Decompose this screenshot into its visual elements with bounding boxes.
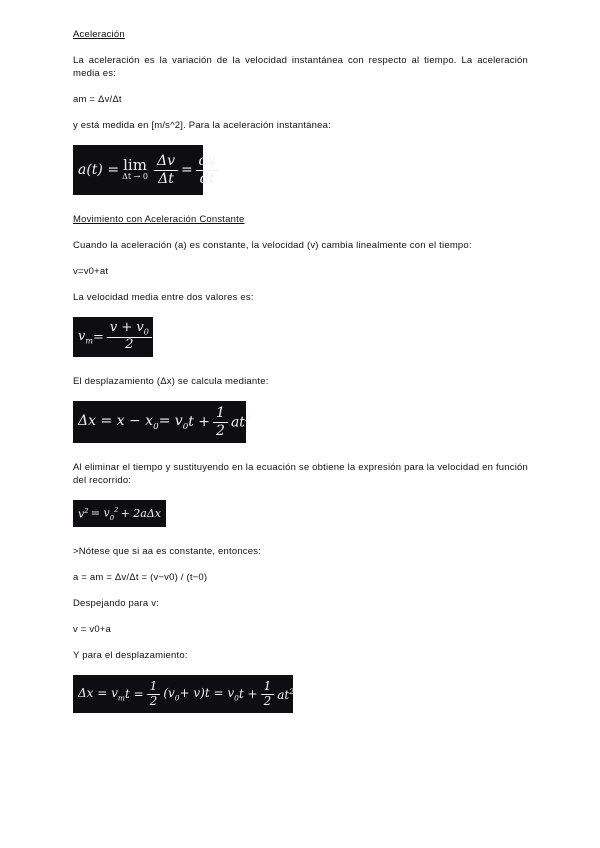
fraction-denominator: 2 [149,693,158,708]
fraction-numerator: 1 [213,405,228,422]
average-acceleration-formula-text: am = Δv/Δt [73,94,122,105]
one-half-fraction [147,680,161,709]
limit-subscript: Δt → 0 [122,172,148,182]
one-half-fraction [261,680,275,709]
velocity-squared-formula: $v^2$ = $v_0^2$ + 2aΔx [73,500,166,527]
mean-velocity-formula [73,317,153,357]
one-half-fraction [213,405,228,438]
equals-sign: = [93,329,104,345]
formula-lhs: a(t) = [78,162,120,178]
units-paragraph: y está medida en [m/s^2]. Para la aceleración instantánea: [73,120,331,131]
displacement-paragraph: El desplazamiento (Δx) se calcula mediante: [73,376,269,387]
displacement-formula: $\Delta x = x - x_0$ = $v_0$ t + $\frac{1}{2}$ $at^2$ [73,401,246,443]
fraction-denominator: Δt [158,170,174,187]
fraction-denominator: dt [199,170,215,187]
limit-word: lim [123,156,147,175]
velocity-formula-text: v=v0+at [73,266,109,277]
fraction-numerator: 1 [147,680,161,695]
v-result-text: v = v0+a [73,624,112,635]
equals-sign: = [180,162,193,178]
limit-operator [122,158,148,182]
mean-velocity-fraction [107,321,152,353]
solve-for-v-text: Despejando para v: [73,598,159,609]
fraction-denominator: 2 [263,693,272,708]
fraction-denominator: 2 [216,422,225,439]
derivative-fraction [196,153,219,186]
section-title-aceleracion: Aceleración [73,29,125,40]
section-title-constant-acceleration: Movimiento con Aceleración Constante [73,214,245,225]
fraction-numerator: $v + v_0$ [107,321,152,338]
acceleration-equals-text: a = am = Δv/Δt = (v−v0) / (t−0) [73,572,208,583]
fraction-numerator: Δv [154,153,178,170]
delta-fraction [154,153,178,186]
intro-paragraph: La aceleración es la variación de la velocidad instantánea con respecto al tiempo. La aceleración media es: [73,55,528,79]
fraction-denominator: 2 [125,336,134,352]
formula-lhs: $v_m$ [78,328,93,346]
fraction-numerator: 1 [261,680,275,695]
fraction-numerator: dv [196,153,219,170]
eliminate-time-paragraph: Al eliminar el tiempo y sustituyendo en la ecuación se obtiene la expresión para la velocidad en función del recorrido: [73,462,528,486]
document-page [73,28,528,731]
displacement-mean-velocity-formula: $\Delta x = v_m$ t = $\frac{1}{2}$ ($v_0$ + $v)t = v_0$ t + $\frac{1}{2}$ $at^2$ [73,675,293,713]
mean-velocity-paragraph: La velocidad media entre dos valores es: [73,292,254,303]
instantaneous-acceleration-formula [73,145,216,195]
note-paragraph: >Nótese que si aa es constante, entonces: [73,546,262,557]
constant-acceleration-paragraph: Cuando la aceleración (a) es constante, la velocidad (v) cambia linealmente con el tiempo: [73,240,472,251]
displacement-intro-text: Y para el desplazamiento: [73,650,188,661]
